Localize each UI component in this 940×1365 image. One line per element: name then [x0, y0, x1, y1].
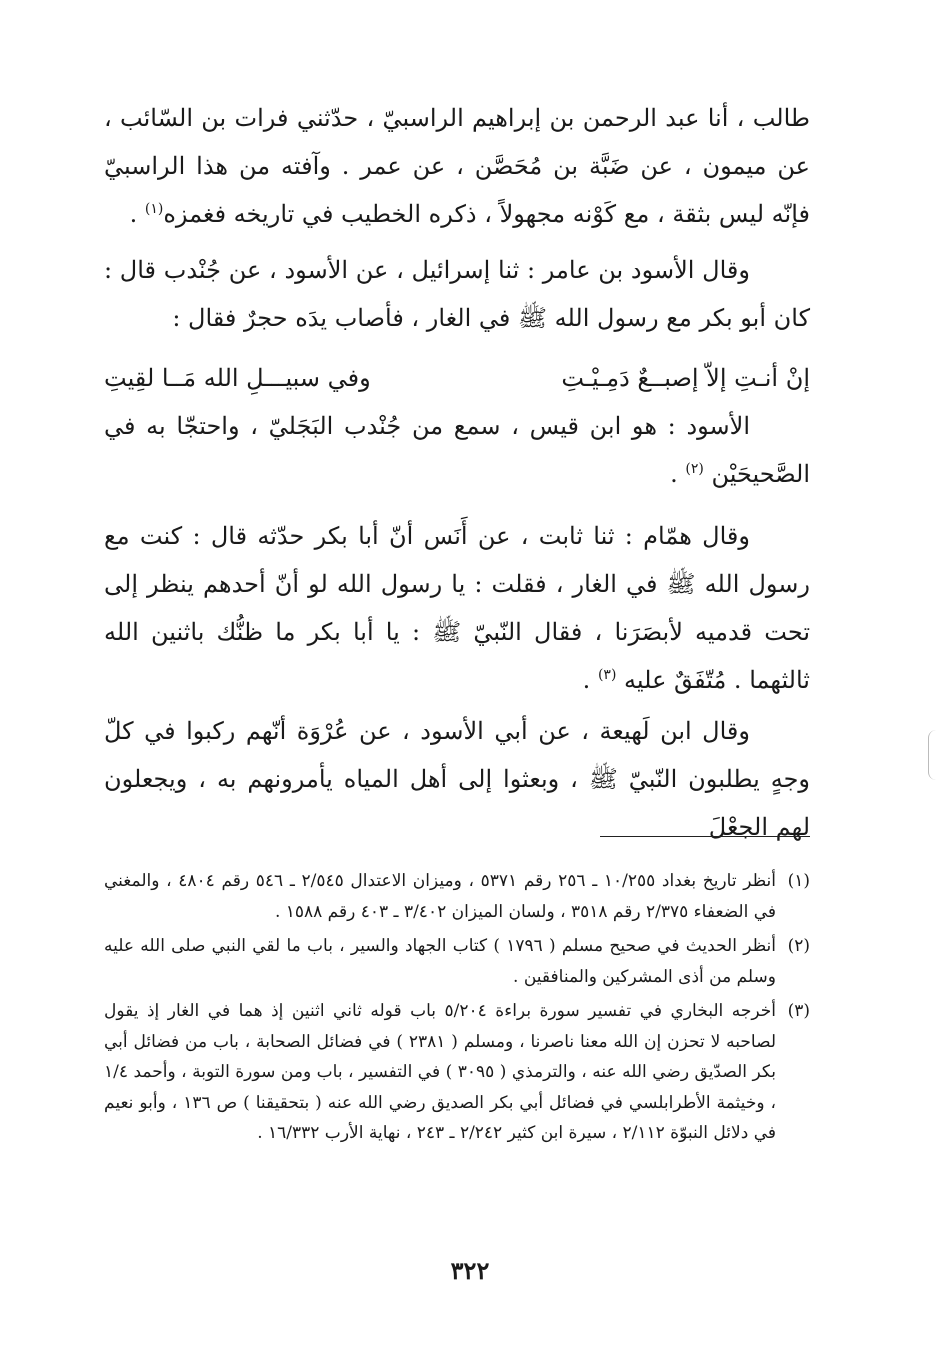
footnotes — [104, 866, 810, 1153]
poetry-verse — [104, 354, 810, 402]
paragraph-1-end: . — [129, 200, 145, 228]
main-text-block-4 — [104, 512, 810, 704]
paragraph-3 — [104, 402, 810, 498]
paragraph-5: وقال ابن لَهيعة ، عن أبي الأسود ، عن عُرْوَة أنّهم ركبوا في كلّ وجهٍ يطلبون النّبيّ ﷺ ، وبعثوا إلى أهل المياه يأمرونهم به ، ويجعلون لهم الجعْلَ — [104, 717, 810, 841]
main-text-block-2 — [104, 246, 810, 342]
main-text-block — [104, 94, 810, 238]
footnote-ref-2: (٢) — [685, 461, 704, 477]
footnote-3-number: (٣) — [787, 1001, 810, 1021]
footnote-3 — [104, 996, 810, 1149]
page-number: ٣٢٢ — [450, 1256, 490, 1285]
footnote-3-text: أخرجه البخاري في تفسير سورة براءة ٥/٢٠٤ باب قوله ثاني اثنين إذ هما في الغار إذ يقول لصاحبه لا تحزن إن الله معنا ناصرنا ، ومسلم ( ٢٣٨١ ) في فضائل الصحابة ، باب من فضائل أبي بكر الصدّيق رضي الله عنه ، والترمذي ( ٣٠٩٥ ) في التفسير ، باب ومن سورة التوبة ، وأحمد ١/٤ ، وخيثمة الأطرابلسي في فضائل أبي بكر الصديق رضي الله عنه ( بتحقيقنا ) ص ١٣٦ ، وأبو نعيم في دلائل النبوّة ٢/١١٢ ، سيرة ابن كثير ٢/٢٤٢ ـ ٢٤٣ ، نهاية الأرب ١٦/٣٣٢ . — [104, 1001, 776, 1143]
paragraph-2: وقال الأسود بن عامر : ثنا إسرائيل ، عن الأسود ، عن جُنْدب قال : كان أبو بكر مع رسول الله ﷺ في الغار ، فأصاب يدَه حجرٌ فقال : — [104, 256, 810, 332]
footnote-ref-3: (٣) — [597, 667, 617, 683]
paragraph-4 — [104, 512, 810, 704]
paragraph-1-text: طالب ، أنا عبد الرحمن بن إبراهيم الراسبيّ ، حدّثني فرات بن السّائب ، عن ميمون ، عن ضَبَّة بن مُحَصَّن ، عن عمر . وآفته من هذا الراسبيّ فإنّه ليس بثقة ، مع كَوْنه مجهولاً ، ذكره الخطيب في تاريخه فغمزه — [104, 104, 810, 228]
footnote-2 — [104, 931, 810, 992]
main-text-block-3 — [104, 402, 810, 498]
paragraph-1 — [104, 94, 810, 238]
footnote-1-text: أنظر تاريخ بغداد ١٠/٢٥٥ ـ ٢٥٦ رقم ٥٣٧١ ، وميزان الاعتدال ٢/٥٤٥ ـ ٥٤٦ رقم ٤٨٠٤ ، والمغني في الضعفاء ٢/٣٧٥ رقم ٣٥١٨ ، ولسان الميزان ٣/٤٠٢ ـ ٤٠٣ رقم ١٥٨٨ . — [104, 871, 776, 922]
scan-edge-mark — [928, 730, 937, 780]
footnote-1 — [104, 866, 810, 927]
footnote-1-number: (١) — [787, 871, 810, 891]
paragraph-3-end: . — [670, 460, 686, 488]
footnote-ref-1: (١) — [144, 201, 164, 217]
paragraph-4-end: . — [582, 666, 598, 694]
footnote-2-number: (٢) — [787, 936, 810, 956]
verse-second-hemistich: وفي سبيـــلِ الله مَــا لقِيتِ — [104, 364, 371, 392]
paragraph-3-text: الأسود : هو ابن قيس ، سمع من جُنْدب البَجَليّ ، واحتجّا به في الصَّحيحَيْن — [104, 412, 810, 488]
paragraph-4-text: وقال همّام : ثنا ثابت ، عن أَنَس أنّ أبا بكر حدّثه قال : كنت مع رسول الله ﷺ في الغار ، فقلت : يا رسول الله لو أنّ أحدهم ينظر إلى تحت قدميه لأبصَرَنا ، فقال النّبيّ ﷺ : يا أبا بكر ما ظنُّك باثنين الله ثالثهما . مُتّفَقٌ عليه — [104, 522, 810, 694]
footnote-2-text: أنظر الحديث في صحيح مسلم ( ١٧٩٦ ) كتاب الجهاد والسير ، باب ما لقي النبي صلى الله عليه وسلم من أذى المشركين والمنافقين . — [104, 936, 776, 987]
verse-first-hemistich: إنْ أنـتِ إلاّ إصبــعٌ دَمِـيْـتِ — [561, 364, 810, 392]
footnote-separator — [600, 836, 810, 838]
main-text-block-5 — [104, 707, 810, 851]
